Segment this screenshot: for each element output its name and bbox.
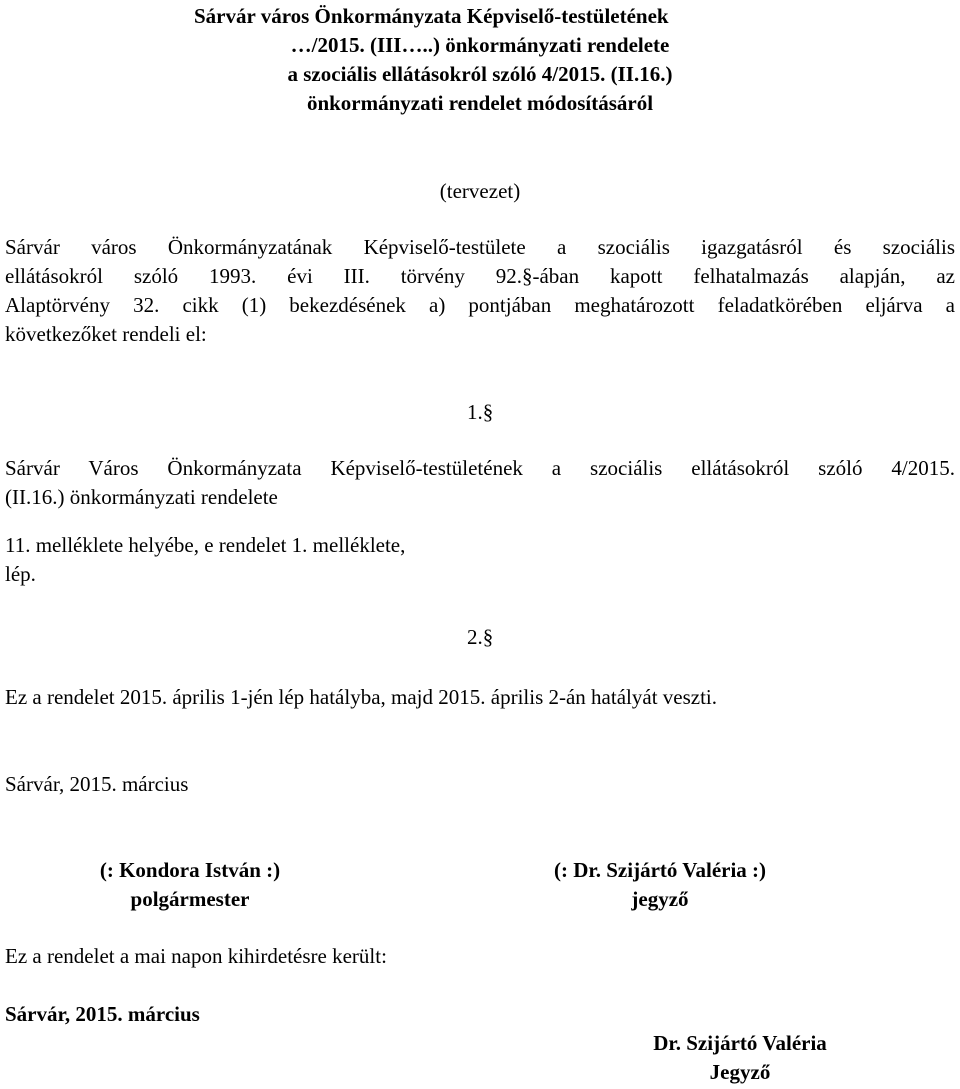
- notary-title: jegyző: [631, 887, 689, 911]
- mayor-title: polgármester: [130, 887, 250, 911]
- promulgation-signer-title: Jegyző: [709, 1060, 771, 1084]
- heading-line-2: …/2015. (III…..) önkormányzati rendelete: [290, 33, 670, 57]
- preamble-line-4: következőket rendeli el:: [5, 322, 207, 346]
- promulgation-place-date: Sárvár, 2015. március: [5, 1002, 200, 1026]
- draft-label: (tervezet): [439, 179, 521, 203]
- notary-name: (: Dr. Szijártó Valéria :): [553, 858, 767, 882]
- section-1-line-4: lép.: [5, 562, 36, 586]
- promulgation-signer-name: Dr. Szijártó Valéria: [653, 1031, 827, 1055]
- section-1-line-3: 11. melléklete helyébe, e rendelet 1. melléklete,: [5, 533, 406, 557]
- section-1-line-2: (II.16.) önkormányzati rendelete: [5, 485, 278, 509]
- section-2-number: 2.§: [467, 625, 494, 649]
- preamble-line-3: Alaptörvény 32. cikk (1) bekezdésének a) pontjában meghatározott feladatkörében eljárva a: [5, 293, 955, 317]
- preamble-line-2: ellátásokról szóló 1993. évi III. törvény 92.§-ában kapott felhatalmazás alapján, az: [5, 264, 955, 288]
- heading-line-3: a szociális ellátásokról szóló 4/2015. (II.16.): [287, 62, 673, 86]
- preamble-line-1: Sárvár város Önkormányzatának Képviselő-testülete a szociális igazgatásról és szociális: [5, 235, 955, 259]
- heading-line-1: Sárvár város Önkormányzata Képviselő-testületének: [194, 4, 669, 28]
- section-2-text: Ez a rendelet 2015. április 1-jén lép hatályba, majd 2015. április 2-án hatályát veszti.: [5, 685, 718, 709]
- place-date: Sárvár, 2015. március: [5, 772, 189, 796]
- promulgation-text: Ez a rendelet a mai napon kihirdetésre került:: [5, 944, 387, 968]
- heading-line-4: önkormányzati rendelet módosításáról: [306, 91, 654, 115]
- section-1-line-1: Sárvár Város Önkormányzata Képviselő-testületének a szociális ellátásokról szóló 4/2015.: [5, 456, 955, 480]
- mayor-name: (: Kondora István :): [99, 858, 281, 882]
- section-1-number: 1.§: [467, 400, 494, 424]
